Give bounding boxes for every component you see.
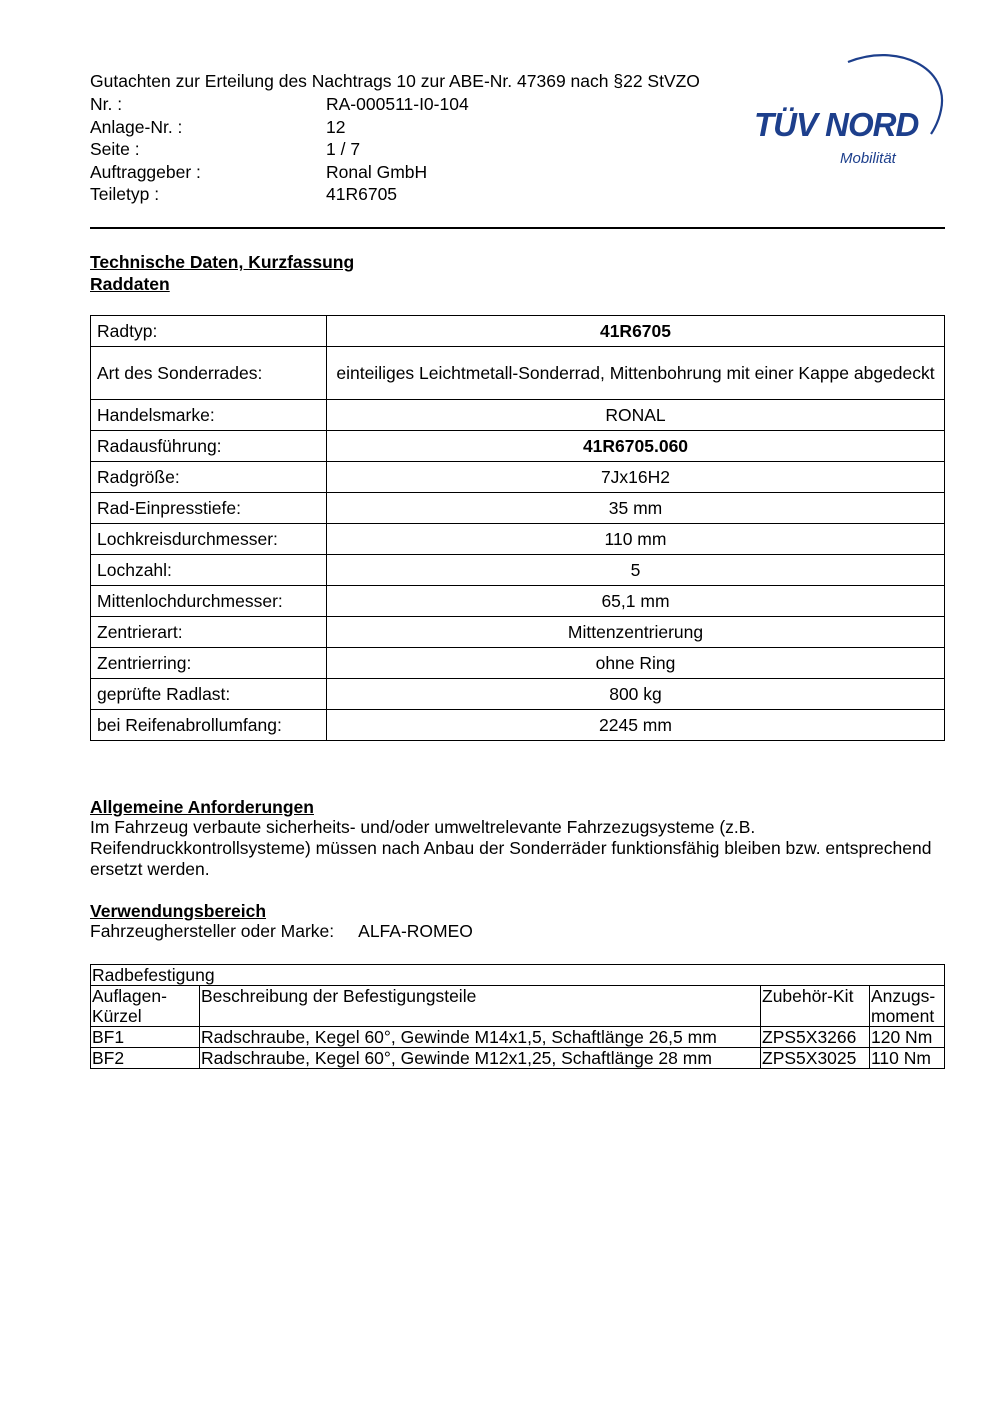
radbefestigung-cell: Radschraube, Kegel 60°, Gewinde M12x1,25, Schaftlänge 28 mm: [200, 1048, 761, 1069]
header-divider: [90, 227, 945, 229]
raddaten-row: [91, 316, 945, 347]
meta-label: Auftraggeber :: [90, 161, 201, 182]
meta-row: [90, 138, 750, 161]
meta-value: Ronal GmbH: [326, 161, 428, 182]
meta-label: Teiletyp :: [90, 184, 160, 204]
raddaten-row: [91, 679, 945, 710]
meta-value: 1 / 7: [326, 139, 361, 159]
meta-value: 12: [326, 116, 346, 137]
verwendungsbereich-title: Verwendungsbereich: [90, 901, 267, 921]
meta-label: Nr. :: [90, 94, 123, 114]
radbefestigung-header-cell: Beschreibung der Befestigungsteile: [200, 986, 761, 1027]
logo-sub-text: Mobilität: [840, 150, 896, 167]
raddaten-key: Handelsmarke:: [91, 400, 327, 431]
radbefestigung-header-cell: Zubehör-Kit: [761, 986, 870, 1027]
tuv-nord-logo-icon: [748, 48, 948, 173]
radbefestigung-title: Radbefestigung: [91, 965, 945, 986]
meta-row: [90, 93, 750, 116]
raddaten-value: 7Jx16H2: [327, 462, 945, 493]
raddaten-key: Zentrierring:: [91, 648, 327, 679]
raddaten-value: 35 mm: [327, 493, 945, 524]
radbefestigung-header-cell: Anzugs- moment: [870, 986, 945, 1027]
raddaten-key: Rad-Einpresstiefe:: [91, 493, 327, 524]
meta-label: Seite :: [90, 139, 140, 159]
raddaten-key: Zentrierart:: [91, 617, 327, 648]
raddaten-key: Art des Sonderrades:: [91, 347, 327, 400]
raddaten-row: [91, 617, 945, 648]
raddaten-value: 800 kg: [327, 679, 945, 710]
radbefestigung-cell: BF1: [91, 1027, 200, 1048]
meta-row: [90, 116, 750, 139]
radbefestigung-table: [90, 964, 945, 1069]
raddaten-key: Radausführung:: [91, 431, 327, 462]
meta-row: [90, 183, 750, 206]
raddaten-row: [91, 524, 945, 555]
meta-row: [90, 161, 750, 184]
raddaten-value: einteiliges Leichtmetall-Sonderrad, Mittenbohrung mit einer Kappe abgedeckt: [327, 347, 945, 400]
logo-brand-text: TÜV NORD: [754, 106, 919, 143]
raddaten-title: Raddaten: [90, 274, 170, 294]
raddaten-table: [90, 315, 945, 741]
raddaten-row: [91, 493, 945, 524]
raddaten-row: [91, 431, 945, 462]
raddaten-row: [91, 462, 945, 493]
raddaten-key: Mittenlochdurchmesser:: [91, 586, 327, 617]
radbefestigung-header-row: [91, 986, 945, 1027]
verwendungsbereich-label: Fahrzeughersteller oder Marke:: [90, 921, 335, 941]
raddaten-row: [91, 648, 945, 679]
raddaten-row: [91, 586, 945, 617]
raddaten-row: [91, 555, 945, 586]
radbefestigung-cell: Radschraube, Kegel 60°, Gewinde M14x1,5, Schaftlänge 26,5 mm: [200, 1027, 761, 1048]
radbefestigung-cell: 110 Nm: [870, 1048, 945, 1069]
raddaten-key: Radtyp:: [91, 316, 327, 347]
radbefestigung-title-row: [91, 965, 945, 986]
radbefestigung-cell: 120 Nm: [870, 1027, 945, 1048]
raddaten-value: ohne Ring: [327, 648, 945, 679]
raddaten-value: Mittenzentrierung: [327, 617, 945, 648]
raddaten-value: 110 mm: [327, 524, 945, 555]
raddaten-value: 65,1 mm: [327, 586, 945, 617]
radbefestigung-row: [91, 1048, 945, 1069]
raddaten-key: Lochkreisdurchmesser:: [91, 524, 327, 555]
header-meta: [90, 93, 750, 206]
verwendungsbereich-row: [90, 921, 473, 942]
tech-data-title: Technische Daten, Kurzfassung: [90, 252, 355, 272]
raddaten-key: geprüfte Radlast:: [91, 679, 327, 710]
raddaten-key: Lochzahl:: [91, 555, 327, 586]
allg-anforderungen-title: Allgemeine Anforderungen: [90, 797, 314, 817]
verwendungsbereich-value: ALFA-ROMEO: [358, 921, 473, 941]
raddaten-key: Radgröße:: [91, 462, 327, 493]
raddaten-row: [91, 710, 945, 741]
radbefestigung-cell: ZPS5X3266: [761, 1027, 870, 1048]
document-header: [90, 70, 750, 206]
raddaten-value: 2245 mm: [327, 710, 945, 741]
allg-anforderungen-text: Im Fahrzeug verbaute sicherheits- und/oder umweltrelevante Fahrzezugsysteme (z.B. Reifendruckkontrollsysteme) müssen nach Anbau der Sonderräder funktionsfähig bleiben bzw. entsprechend ersetzt werden.: [90, 817, 932, 879]
radbefestigung-cell: BF2: [91, 1048, 200, 1069]
radbefestigung-row: [91, 1027, 945, 1048]
raddaten-value: RONAL: [327, 400, 945, 431]
meta-value: RA-000511-I0-104: [326, 94, 469, 114]
raddaten-row: [91, 347, 945, 400]
raddaten-row: [91, 400, 945, 431]
raddaten-value: 5: [327, 555, 945, 586]
radbefestigung-header-cell: Auflagen- Kürzel: [91, 986, 200, 1027]
raddaten-key: bei Reifenabrollumfang:: [91, 710, 327, 741]
document-title: Gutachten zur Erteilung des Nachtrags 10 zur ABE-Nr. 47369 nach §22 StVZO: [90, 71, 700, 91]
raddaten-value: 41R6705.060: [327, 431, 945, 462]
meta-label: Anlage-Nr. :: [90, 116, 183, 137]
radbefestigung-cell: ZPS5X3025: [761, 1048, 870, 1069]
raddaten-value: 41R6705: [327, 316, 945, 347]
meta-value: 41R6705: [326, 184, 398, 204]
